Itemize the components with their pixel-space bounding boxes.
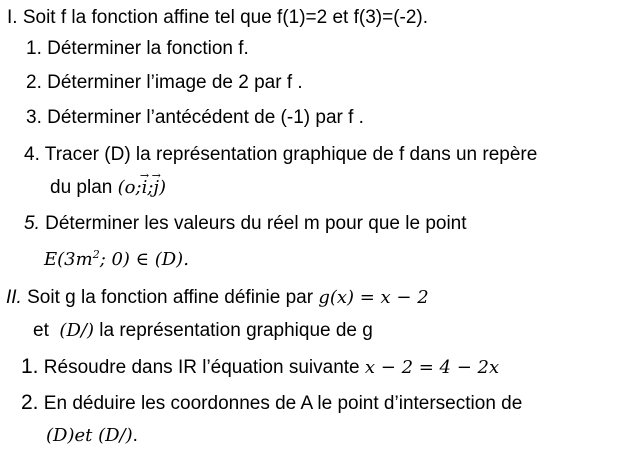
part1-item-5-cont [44, 248, 189, 272]
equation-math: x − 2 = 4 − 2x [364, 357, 500, 378]
part1-statement [7, 6, 428, 30]
part2-line2 [33, 319, 373, 343]
item-text: En déduire les coordonnes de A le point d’intersection de [43, 393, 523, 414]
item-number: 2. [26, 72, 42, 93]
period: . [132, 425, 138, 446]
part1-item-2 [26, 71, 303, 95]
item-number: 1. [21, 355, 39, 378]
point-e-math: $E(3m^2$; 0) ∈ (D). [44, 248, 189, 270]
part2-statement-text: Soit g la fonction affine définie par [27, 287, 314, 308]
item-text: Tracer (D) la représentation graphique de f dans un repère [44, 144, 538, 165]
part1-item-1 [26, 37, 249, 61]
part2-item-2 [21, 391, 522, 416]
and-word: et [33, 320, 49, 341]
part2-numeral: II. [6, 287, 22, 308]
item-number: 3. [26, 107, 42, 128]
part2-item-2-cont [46, 424, 138, 448]
line2-text: la représentation graphique de g [99, 320, 373, 341]
item-text: Déterminer l’antécédent de (-1) par f . [47, 107, 364, 128]
item-text: Déterminer l’image de 2 par f . [47, 72, 303, 93]
item-number: 4. [24, 144, 40, 165]
item-number: 1. [26, 38, 42, 59]
item-number: 5. [24, 213, 40, 234]
item-text: du plan [50, 177, 113, 198]
g-definition-math: g(x) = x − 2 [318, 287, 429, 308]
part1-item-3 [26, 106, 364, 130]
part1-item-5 [24, 212, 467, 236]
part2-item-1 [21, 355, 499, 380]
item-text: Déterminer la fonction f. [47, 38, 249, 59]
part2-statement [6, 286, 429, 310]
lines-math: (D)et (D/) [46, 425, 133, 446]
part1-numeral: I. [7, 7, 18, 28]
item-text: Résoudre dans IR l’équation suivante [43, 357, 360, 378]
part1-statement-text: Soit f la fonction affine tel que f(1)=2 et f(3)=(-2). [22, 7, 429, 28]
vector-j: → j [153, 176, 159, 200]
part1-item-4 [24, 143, 537, 167]
item-number: 2. [21, 391, 39, 414]
frame-math: (o;→ i;→ j) [118, 177, 166, 198]
vector-i: → i [142, 176, 148, 200]
d-prime-math: (D/) [59, 320, 94, 341]
item-text: Déterminer les valeurs du réel m pour que le point [45, 213, 467, 234]
part1-item-4-cont [50, 176, 166, 200]
